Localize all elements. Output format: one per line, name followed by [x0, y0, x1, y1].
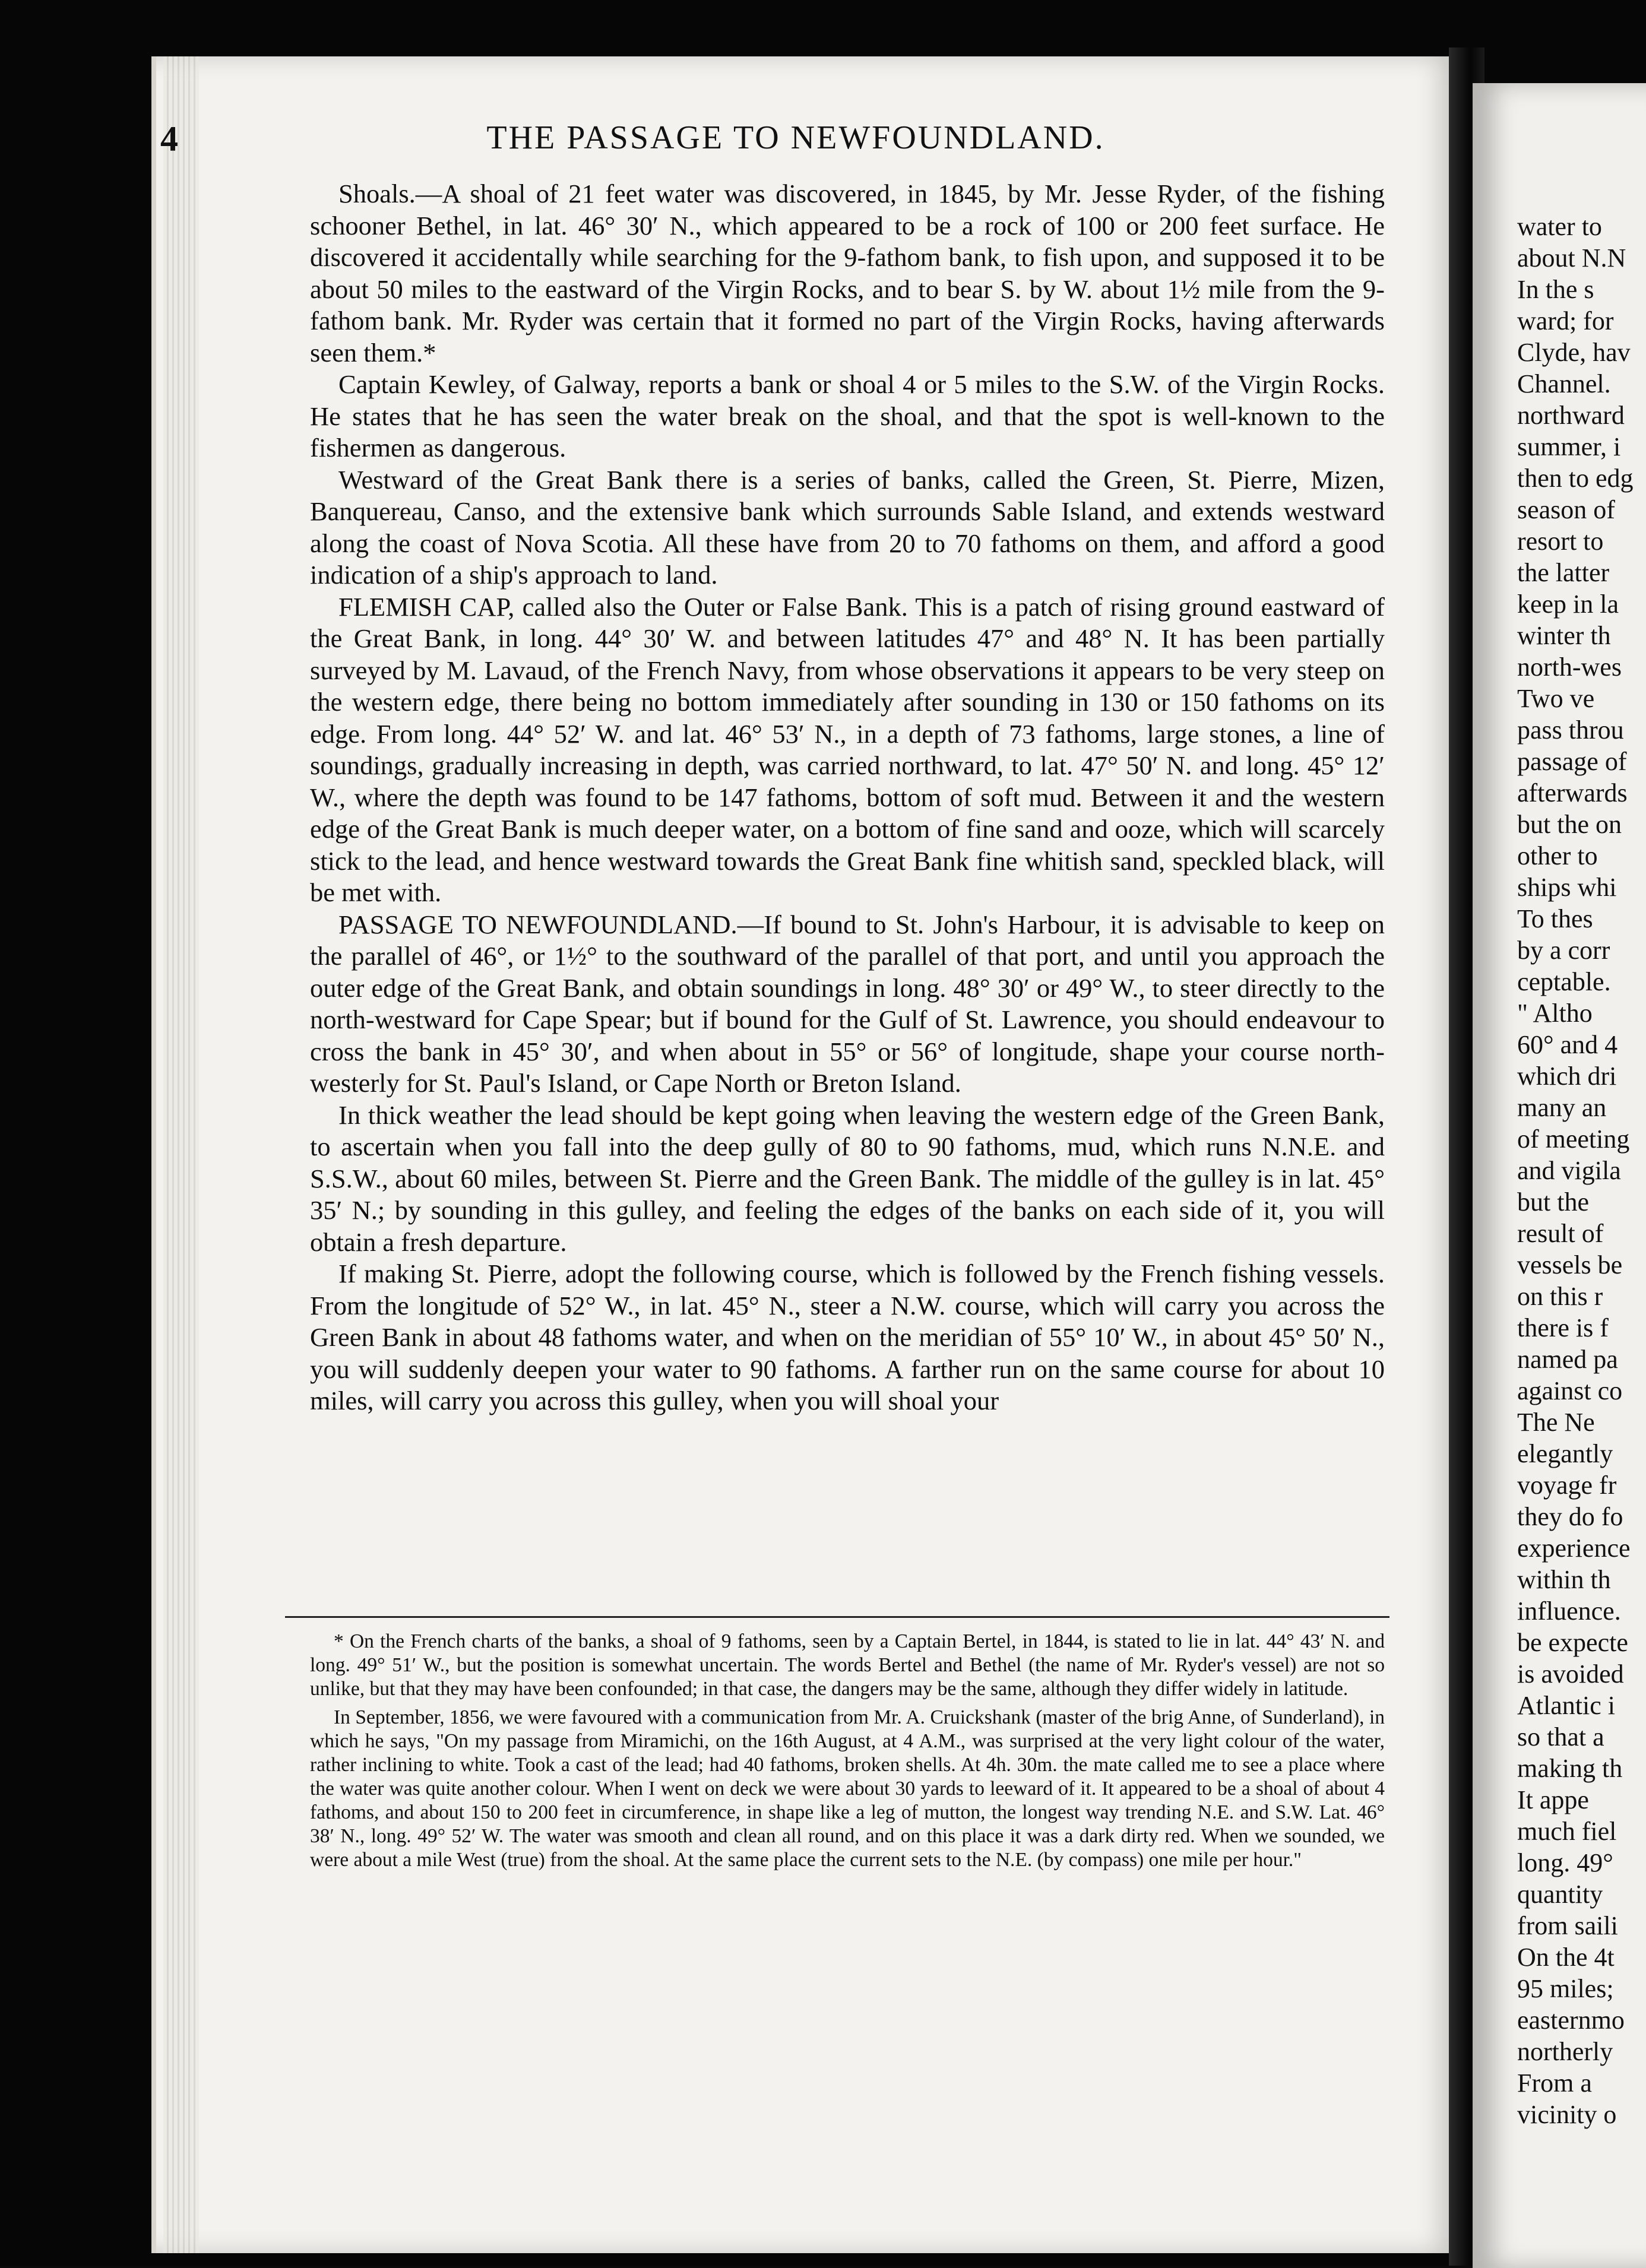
right-page-line: Channel. [1517, 369, 1611, 398]
footnotes [310, 1630, 1385, 1872]
right-page-line: north-wes [1517, 652, 1622, 682]
right-page-line: summer, i [1517, 432, 1621, 461]
footnote-cruickshank: In September, 1856, we were favoured with a communication from Mr. A. Cruickshank (master of the brig Anne, of Sunderland), in which he says, "On my passage from Miramichi, on the 16th August, at 4 A.M., was surprised at the very light colour of the water, rather inclining to white. Took a cast of the lead; had 40 fathoms, broken shells. At 4h. 30m. the mate called me to see a place where the water was quite another colour. When I went on deck we were about 30 yards to leeward of it. It appeared to be a shoal of about 4 fathoms, and about 150 to 200 feet in circumference, in shape like a leg of mutton, the longest way trending N.E. and S.W. Lat. 46° 38′ N., long. 49° 52′ W. The water was smooth and clean all round, and on this place it was a dark dirty red. When we sounded, we were about a mile West (true) from the shoal. At the same place the current sets to the N.E. (by compass) one mile per hour." [310, 1706, 1385, 1871]
paragraph-kewley: Captain Kewley, of Galway, reports a bank or shoal 4 or 5 miles to the S.W. of the Virgin Rocks. He states that he has seen the water break on the shoal, and that the spot is well-known to the fishermen as dangerous. [310, 369, 1385, 463]
right-page-line: " Altho [1517, 999, 1593, 1028]
running-head [160, 119, 1431, 172]
right-page-line: is avoided [1517, 1659, 1624, 1689]
right-page-line: there is f [1517, 1313, 1609, 1342]
right-page-line: making th [1517, 1754, 1623, 1783]
right-page-line: which dri [1517, 1062, 1617, 1091]
right-page-line: much fiel [1517, 1817, 1617, 1846]
right-page-line: against co [1517, 1376, 1623, 1405]
paragraph-passage: PASSAGE TO NEWFOUNDLAND.—If bound to St. John's Harbour, it is advisable to keep on the parallel of 46°, or 1½° to the southward of the parallel of that port, and until you approach the outer edge of the Great Bank, and obtain soundings in long. 48° 30′ or 49° W., to steer directly to the north-westward for Cape Spear; but if bound for the Gulf of St. Lawrence, you should endeavour to cross the bank in 45° 30′, and when about in 55° or 56° of longitude, shape your course north-westerly for St. Paul's Island, or Cape North or Breton Island. [310, 909, 1385, 1098]
page-title: THE PASSAGE TO NEWFOUNDLAND. [486, 119, 1105, 156]
right-page-line: they do fo [1517, 1502, 1623, 1531]
right-page-text [1517, 211, 1646, 2130]
right-page-line: ships whi [1517, 873, 1617, 902]
right-page-line: pass throu [1517, 715, 1624, 745]
right-page-line: named pa [1517, 1345, 1618, 1374]
right-page-line: keep in la [1517, 590, 1619, 619]
right-page-line: northward [1517, 401, 1625, 430]
right-page-line: Clyde, hav [1517, 338, 1631, 367]
right-page-line: be expecte [1517, 1628, 1628, 1657]
right-page-line: The Ne [1517, 1408, 1595, 1437]
right-page-line: season of [1517, 495, 1615, 524]
paragraph-westward-banks: Westward of the Great Bank there is a series of banks, called the Green, St. Pierre, Mizen, Banquereau, Canso, and the extensive bank which surrounds Sable Island, and extends westward along the coast of Nova Scotia. All these have from 20 to 70 fathoms on them, and afford a good indication of a ship's approach to land. [310, 464, 1385, 590]
right-page-line: 60° and 4 [1517, 1030, 1618, 1059]
main-text [310, 178, 1385, 1417]
right-page-line: ward; for [1517, 306, 1614, 335]
right-page-line: so that a [1517, 1722, 1604, 1751]
right-page-line: voyage fr [1517, 1471, 1617, 1500]
right-page-line: by a corr [1517, 936, 1610, 965]
paragraph-flemish-cap: FLEMISH CAP, called also the Outer or False Bank. This is a patch of rising ground eastward of the Great Bank, in long. 44° 30′ W. and between latitudes 47° and 48° N. It has been partially surveyed by M. Lavaud, of the French Navy, from whose observations it appears to be very steep on the western edge, there being no bottom immediately after sounding in 130 or 150 fathoms on its edge. From long. 44° 52′ W. and lat. 46° 53′ N., in a depth of 73 fathoms, large stones, a line of soundings, gradually increasing in depth, was carried northward, to lat. 47° 50′ N. and long. 45° 12′ W., where the depth was found to be 147 fathoms, bottom of soft mud. Between it and the western edge of the Great Bank is much deeper water, on a bottom of fine sand and ooze, which will scarcely stick to the lead, and hence westward towards the Great Bank fine whitish sand, speckled black, will be met with. [310, 591, 1385, 907]
right-page-line: afterwards [1517, 778, 1628, 807]
paragraph-shoals: Shoals.—A shoal of 21 feet water was discovered, in 1845, by Mr. Jesse Ryder, of the fishing schooner Bethel, in lat. 46° 30′ N., which appeared to be a rock of 100 or 200 feet surface. He discovered it accidentally while searching for the 9-fathom bank, to fish upon, and supposed it to be about 50 miles to the eastward of the Virgin Rocks, and to bear S. by W. about 1½ mile from the 9-fathom bank. Mr. Ryder was certain that it formed no part of the Virgin Rocks, having afterwards seen them.* [310, 179, 1385, 368]
right-page-line: resort to [1517, 527, 1604, 556]
right-page-line: result of [1517, 1219, 1604, 1248]
right-page-line: water to [1517, 212, 1602, 241]
right-page-line: within th [1517, 1565, 1611, 1594]
right-page-line: from saili [1517, 1911, 1618, 1940]
right-page-line: winter th [1517, 621, 1611, 650]
right-page-line: but the [1517, 1187, 1589, 1217]
right-page-line: the latter [1517, 558, 1610, 587]
paragraph-st-pierre: If making St. Pierre, adopt the following course, which is followed by the French fishing vessels. From the longitude of 52° W., in lat. 45° N., steer a N.W. course, which will carry you across the Green Bank in about 48 fathoms water, and when on the meridian of 55° 10′ W., in about 45° 50′ N., you will suddenly deepen your water to 90 fathoms. A farther run on the same course for about 10 miles, will carry you across this gulley, when you will shoal your [310, 1259, 1385, 1415]
right-page-line: but the on [1517, 810, 1622, 839]
right-page-line: about N.N [1517, 243, 1626, 273]
right-page-line: long. 49° [1517, 1848, 1613, 1877]
footnote-rule [285, 1616, 1389, 1618]
right-page-line: other to [1517, 841, 1598, 870]
right-page-line: many an [1517, 1093, 1607, 1122]
paragraph-thick-weather: In thick weather the lead should be kept going when leaving the western edge of the Green Bank, to ascertain when you fall into the deep gully of 80 to 90 fathoms, mud, which runs N.N.E. and S.S.W., about 60 miles, between St. Pierre and the Green Bank. The middle of the gulley is in lat. 45° 35′ N.; by sounding in this gulley, and feeling the edges of the banks on each side of it, you will obtain a fresh departure. [310, 1100, 1385, 1257]
right-page-line: vicinity o [1517, 2100, 1617, 2129]
right-page-line: It appe [1517, 1785, 1589, 1814]
footnote-bertel: * On the French charts of the banks, a shoal of 9 fathoms, seen by a Captain Bertel, in 1844, is stated to lie in lat. 44° 43′ N. and long. 49° 51′ W., but the position is somewhat uncertain. The words Bertel and Bethel (the name of Mr. Ryder's vessel) are not so unlike, but that they may have been confounded; in that case, the dangers may be the same, although they differ widely in latitude. [310, 1630, 1385, 1700]
right-page-line: In the s [1517, 275, 1594, 304]
right-page-line: elegantly [1517, 1439, 1613, 1468]
right-page-line: of meeting [1517, 1125, 1630, 1154]
right-page-line: On the 4t [1517, 1943, 1615, 1972]
right-page-line: passage of [1517, 747, 1627, 776]
right-page-line: and vigila [1517, 1156, 1621, 1185]
page-number: 4 [160, 119, 178, 159]
right-page-line: From a [1517, 2069, 1592, 2098]
right-page-line: experience [1517, 1534, 1631, 1563]
right-page-line: influence. [1517, 1597, 1621, 1626]
right-page-line: 95 miles; [1517, 1974, 1614, 2003]
right-page-line: northerly [1517, 2037, 1613, 2066]
right-page-line: Atlantic i [1517, 1691, 1615, 1720]
right-page-line: on this r [1517, 1282, 1603, 1311]
right-page-line: quantity [1517, 1880, 1603, 1909]
right-page-line: then to edg [1517, 464, 1634, 493]
page-edges [163, 56, 199, 2253]
right-page-line: ceptable. [1517, 967, 1611, 996]
right-page-line: easternmo [1517, 2006, 1625, 2035]
right-page-line: Two ve [1517, 684, 1595, 713]
right-page-line: To thes [1517, 904, 1593, 933]
right-page-line: vessels be [1517, 1250, 1623, 1279]
